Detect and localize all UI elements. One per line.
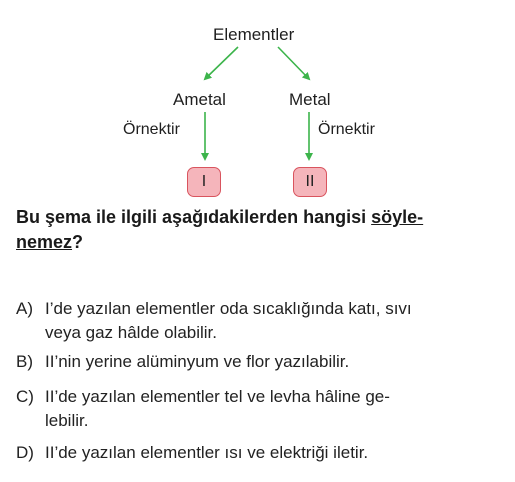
option-d-letter: D) [16,443,34,462]
box-i: I [187,167,221,197]
question-mark: ? [72,232,84,252]
arrow-root-to-ametal [205,47,238,79]
box-ii: II [293,167,327,197]
ametal-node-label: Ametal [173,90,226,109]
question-line1: Bu şema ile ilgili aşağıdakilerden hangisi [16,207,372,227]
option-a-text [45,297,495,345]
option-c-line2: lebilir. [45,411,89,430]
root-node-label: Elementler [213,25,295,44]
question-text [16,205,501,255]
option-d-line1: II’de yazılan elementler ısı ve elektriği iletir. [45,443,369,462]
option-a-line1: I’de yazılan elementler oda sıcaklığında katı, sıvı [45,299,412,318]
left-edge-label: Örnektir [123,121,180,138]
option-b-letter: B) [16,352,33,371]
option-b-line1: II’nin yerine alüminyum ve flor yazılabilir. [45,352,350,371]
metal-node-label: Metal [289,90,331,109]
option-c-letter: C) [16,387,34,406]
option-c-line1: II’de yazılan elementler tel ve levha hâline ge- [45,387,390,406]
question-underlined-part2: nemez [16,232,73,252]
right-edge-label: Örnektir [318,121,375,138]
question-underlined-part1: söyle- [371,207,424,227]
option-d-text [45,441,495,465]
arrow-root-to-metal [278,47,309,79]
option-a-letter: A) [16,299,33,318]
option-b-text [45,350,495,374]
option-a-line2: veya gaz hâlde olabilir. [45,323,218,342]
option-c-text [45,385,495,433]
